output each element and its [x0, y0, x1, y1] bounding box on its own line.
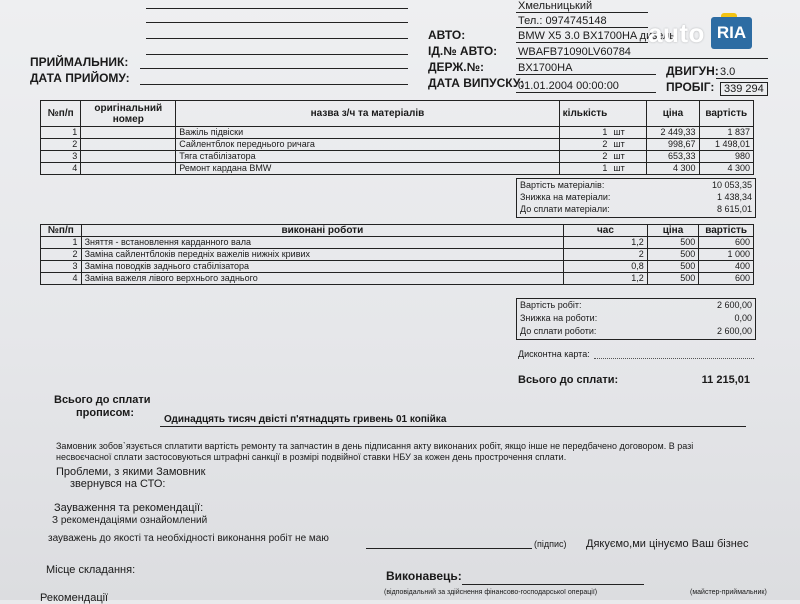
recommendations-cut: Рекомендації: [40, 592, 109, 604]
executor-label: Виконавець:: [386, 569, 462, 583]
cell-name: Зняття - встановлення карданного вала: [81, 237, 564, 249]
mileage-value: 339 294: [720, 82, 768, 96]
summary-value: 2 600,00: [716, 326, 752, 336]
receiver-label: ПРИЙМАЛЬНИК:: [30, 55, 129, 69]
cell-n: 2: [41, 139, 81, 151]
cell-orig: [81, 163, 176, 175]
summary-label: Знижка на роботи:: [520, 313, 598, 323]
blank-line: [146, 8, 408, 9]
cell-n: 3: [41, 261, 82, 273]
signature-line: [366, 548, 532, 549]
summary-row: [517, 299, 755, 312]
signature-label: (підпис): [534, 539, 567, 549]
cell-name: Тяга стабілізатора: [176, 151, 559, 163]
vin-label: ІД.№ АВТО:: [428, 44, 498, 58]
problems-label: Проблеми, з якими Замовник: [56, 466, 206, 478]
summary-value: 0,00: [734, 313, 752, 323]
car-value: BMW X5 3.0 BX1700HA дизель: [518, 30, 676, 42]
phone: Тел.: 0974745148: [518, 15, 607, 27]
blank-line: [140, 68, 408, 69]
problems-label-2: звернувся на СТО:: [70, 478, 166, 490]
summary-row: [517, 191, 755, 203]
remarks-line-1: З рекомендаціями ознайомлений: [52, 515, 208, 526]
summary-value: 1 438,34: [716, 192, 752, 202]
cell-name: Сайлентблок переднього ричага: [176, 139, 559, 151]
blank-line: [146, 54, 408, 55]
parts-table: №п/п оригінальний номер назва з/ч та матеріалів кількість ціна вартість 1 Важіль підвіски 1 шт 2 449,33 1 837 2 Сайлентблок переднього ричага 2 шт 998,67 1 498,01 3 Тяга стабілізатора 2 шт 653,33 980 4 Ремонт кардана BMW 1 шт 4 300 4 300: [40, 100, 754, 175]
receive-date-label: ДАТА ПРИЙОМУ:: [30, 71, 130, 85]
executor-note: (відповідальний за здійснення фінансово-господарської операції): [384, 589, 598, 596]
remarks-line-2: зауважень до якості та необхідності виконання робіт не маю: [48, 533, 329, 544]
cell-n: 4: [41, 163, 81, 175]
cell-total: 1 837: [699, 127, 754, 139]
cell-total: 1 000: [699, 249, 754, 261]
master-note: (майстер-приймальник): [690, 589, 767, 596]
summary-row: [517, 179, 755, 191]
thanks-text: Дякуємо,ми цінуємо Ваш бізнес: [586, 538, 749, 550]
works-table: №п/п виконані роботи час ціна вартість 1 Зняття - встановлення карданного вала 1,2 500 600 2 Заміна сайлентблоків передніх важелів нижніх кривих 2 500 1 000 3 Заміна поводків заднього стабілізатора 0,8 500 400 4 Заміна важеля лівого верхнього заднього 1,2 500 600: [40, 224, 754, 285]
summary-label: До сплати роботи:: [520, 326, 597, 336]
works-summary: [516, 298, 756, 340]
terms-text-2: несвоєчасної сплати застосовуються штрафні санкції в розмірі подвійної ставки НБУ за кожен день прострочення сплати.: [56, 452, 567, 462]
cell-price: 998,67: [647, 139, 699, 151]
cell-n: 3: [41, 151, 81, 163]
cell-qty: 1: [559, 127, 610, 139]
cell-qty: 2: [559, 151, 610, 163]
cell-price: 500: [647, 249, 699, 261]
cell-total: 600: [699, 273, 754, 285]
summary-label: Вартість робіт:: [520, 300, 582, 310]
plate-label: ДЕРЖ.№:: [428, 60, 484, 74]
plate-value: BX1700HA: [518, 62, 573, 74]
cell-hours: 2: [564, 249, 648, 261]
car-label: АВТО:: [428, 28, 466, 42]
cell-total: 1 498,01: [699, 139, 754, 151]
total-words-label: Всього до сплати: [54, 394, 151, 406]
cell-price: 4 300: [647, 163, 699, 175]
cell-qty: 1: [559, 163, 610, 175]
cell-name: Важіль підвіски: [176, 127, 559, 139]
cell-price: 500: [647, 237, 699, 249]
cell-orig: [81, 139, 176, 151]
terms-text: Замовник зобов`язується сплатити вартість ремонту та запчастин в день підписання акту виконаних робіт, якщо інше не передбачено договором. В разі: [56, 441, 694, 451]
table-row: [41, 237, 754, 249]
year-value: 01.01.2004 00:00:00: [518, 80, 619, 92]
table-row: [41, 261, 754, 273]
cell-orig: [81, 127, 176, 139]
cell-n: 4: [41, 273, 82, 285]
cell-unit: шт: [610, 139, 647, 151]
summary-value: 2 600,00: [716, 300, 752, 310]
city: Хмельницький: [518, 0, 593, 12]
table-row: [41, 163, 754, 175]
table-row: [41, 249, 754, 261]
cell-total: 400: [699, 261, 754, 273]
summary-label: До сплати матеріали:: [520, 204, 610, 214]
cell-qty: 2: [559, 139, 610, 151]
cell-unit: шт: [610, 163, 647, 175]
cell-name: Заміна важеля лівого верхнього заднього: [81, 273, 564, 285]
vin-value: WBAFB71090LV60784: [518, 46, 631, 58]
cell-price: 653,33: [647, 151, 699, 163]
cell-hours: 0,8: [564, 261, 648, 273]
blank-line: [146, 22, 408, 23]
cell-n: 1: [41, 127, 81, 139]
table-row: [41, 151, 754, 163]
parts-summary: [516, 178, 756, 218]
cell-unit: шт: [610, 127, 647, 139]
table-row: [41, 273, 754, 285]
cell-hours: 1,2: [564, 237, 648, 249]
summary-label: Знижка на матеріали:: [520, 192, 611, 202]
remarks-label: Зауваження та рекомендації:: [54, 502, 204, 514]
summary-row: [517, 312, 755, 325]
table-row: [41, 139, 754, 151]
engine-label: ДВИГУН:: [666, 64, 719, 78]
cell-price: 500: [647, 273, 699, 285]
cell-hours: 1,2: [564, 273, 648, 285]
engine-value: 3.0: [720, 66, 736, 78]
cell-n: 2: [41, 249, 82, 261]
blank-line: [146, 38, 408, 39]
place-label: Місце складання:: [46, 564, 136, 576]
discount-card-label: Дисконтна карта:: [518, 349, 590, 359]
grand-total-value: 11 215,01: [701, 374, 750, 386]
summary-row: [517, 325, 755, 338]
summary-label: Вартість матеріалів:: [520, 180, 605, 190]
total-words-label-2: прописом:: [76, 407, 134, 419]
cell-unit: шт: [610, 151, 647, 163]
summary-row: [517, 203, 755, 215]
year-label: ДАТА ВИПУСКУ:: [428, 76, 525, 90]
cell-name: Заміна сайлентблоків передніх важелів нижніх кривих: [81, 249, 564, 261]
cell-n: 1: [41, 237, 82, 249]
autoria-logo: auto RIA: [648, 13, 790, 53]
cell-total: 4 300: [699, 163, 754, 175]
cell-price: 500: [647, 261, 699, 273]
cell-total: 600: [699, 237, 754, 249]
cell-total: 980: [699, 151, 754, 163]
summary-value: 10 053,35: [711, 180, 752, 190]
table-row: [41, 127, 754, 139]
cell-name: Ремонт кардана BMW: [176, 163, 559, 175]
cell-price: 2 449,33: [647, 127, 699, 139]
grand-total-label: Всього до сплати:: [518, 374, 619, 386]
summary-value: 8 615,01: [716, 204, 752, 214]
blank-line: [140, 84, 408, 85]
mileage-label: ПРОБІГ:: [666, 80, 715, 94]
total-words-value: Одинадцять тисяч двісті п'ятнадцять гривень 01 копійка: [164, 414, 447, 425]
cell-orig: [81, 151, 176, 163]
cell-name: Заміна поводків заднього стабілізатора: [81, 261, 564, 273]
